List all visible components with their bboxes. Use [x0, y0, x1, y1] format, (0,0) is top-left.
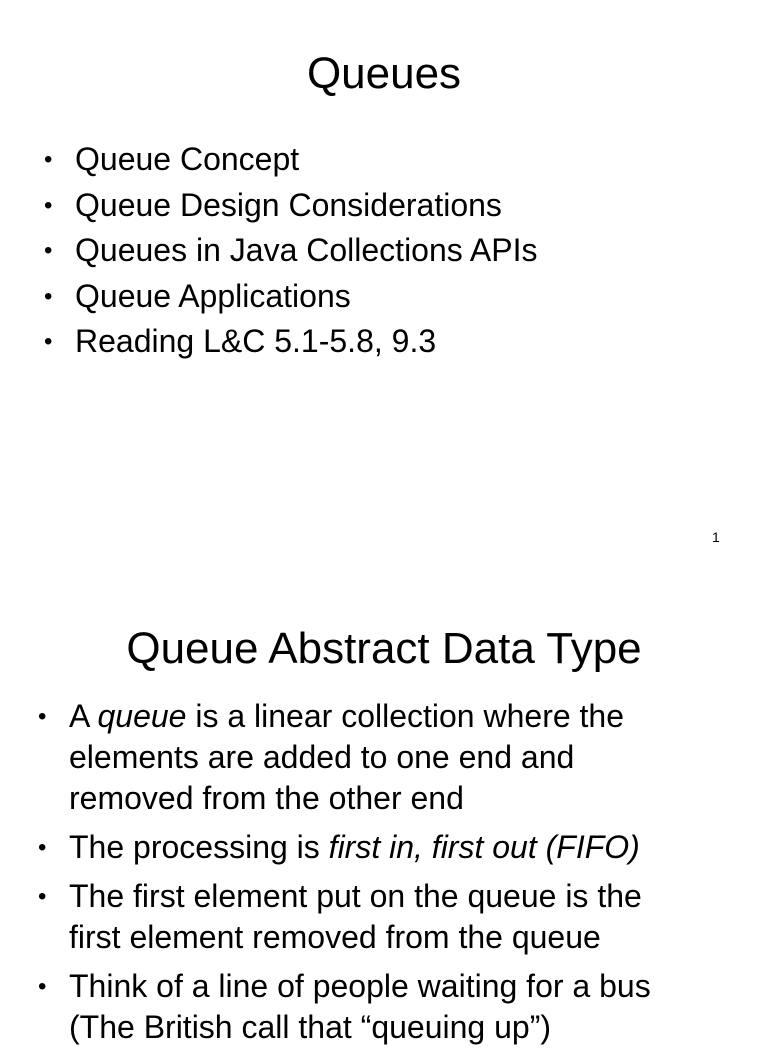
bullet-line: The first element put on the queue is the: [69, 878, 642, 914]
list-item: [38, 876, 738, 958]
list-item: [38, 966, 738, 1048]
bullet-icon: •: [38, 883, 47, 910]
emphasis-text: queue: [97, 698, 187, 734]
list-item: • Queue Applications: [44, 274, 537, 320]
bullet-list: [38, 696, 738, 1056]
slide-title: Queues: [306, 49, 462, 98]
bullet-line: Think of a line of people waiting for a bus: [69, 968, 651, 1004]
list-item: [38, 827, 738, 868]
bullet-icon: •: [44, 191, 53, 219]
list-item: [38, 696, 738, 819]
bullet-list: [44, 137, 537, 365]
emphasis-text: first in, first out (FIFO): [328, 829, 640, 865]
bullet-line: A queue is a linear collection where the: [69, 698, 625, 734]
bullet-icon: •: [44, 282, 53, 310]
slide-title: Queue Abstract Data Type: [126, 624, 642, 673]
bullet-icon: •: [38, 703, 47, 730]
page-number: 1: [712, 529, 720, 545]
slide-2: [0, 576, 768, 1045]
list-item: • Queue Concept: [44, 137, 537, 183]
bullet-icon: •: [44, 146, 53, 173]
bullet-line: first element removed from the queue: [69, 919, 601, 955]
list-item: • Queues in Java Collections APIs: [44, 228, 537, 274]
bullet-icon: •: [38, 973, 47, 1000]
bullet-line: The processing is first in, first out (FIFO): [69, 829, 640, 865]
list-item: • Queue Design Considerations: [44, 183, 537, 229]
bullet-line: elements are added to one end and: [69, 739, 575, 775]
list-item: • Reading L&C 5.1-5.8, 9.3: [44, 319, 537, 365]
bullet-line: (The British call that “queuing up”): [69, 1009, 551, 1045]
bullet-icon: •: [44, 237, 53, 264]
bullet-icon: •: [38, 834, 47, 861]
bullet-line: removed from the other end: [69, 780, 464, 816]
bullet-icon: •: [44, 328, 53, 355]
